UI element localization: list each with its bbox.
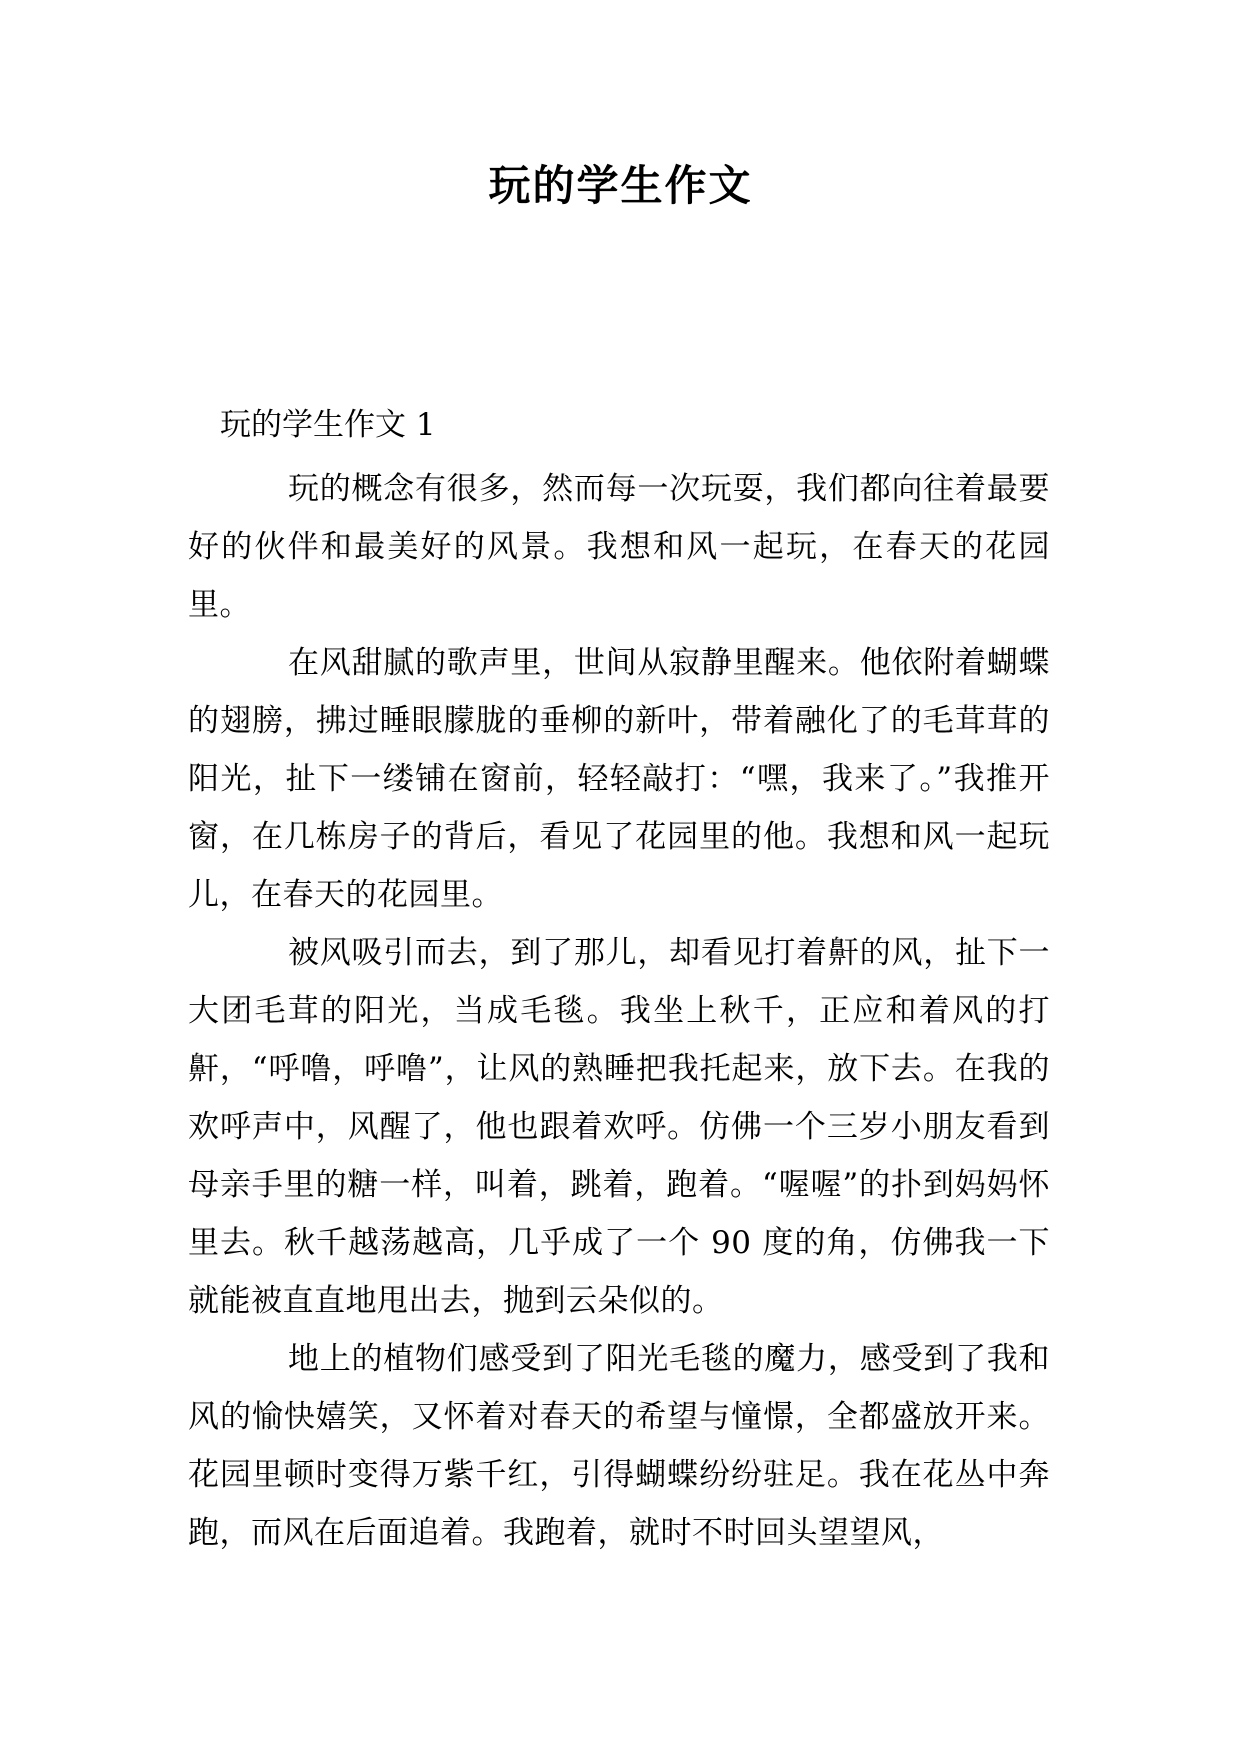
document-title: 玩的学生作文 [488, 161, 753, 210]
paragraph-4: 地上的植物们感受到了阳光毛毯的魔力，感受到了我和风的愉快嬉笑，又怀着对春天的希望与憧憬，全都盛放开来。花园里顿时变得万紫千红，引得蝴蝶纷纷驻足。我在花丛中奔跑，而风在后面追着。我跑着，就时不时回头望望风， [188, 1341, 1050, 1551]
essay-body [188, 460, 1050, 1562]
paragraph-1: 玩的概念有很多，然而每一次玩耍，我们都向往着最要好的伙伴和最美好的风景。我想和风一起玩，在春天的花园里。 [188, 471, 1050, 623]
paragraph-2: 在风甜腻的歌声里，世间从寂静里醒来。他依附着蝴蝶的翅膀，拂过睡眼朦胧的垂柳的新叶，带着融化了的毛茸茸的阳光，扯下一缕铺在窗前，轻轻敲打：“嘿，我来了。”我推开窗，在几栋房子的背后，看见了花园里的他。我想和风一起玩儿，在春天的花园里。 [188, 645, 1050, 913]
section-heading: 玩的学生作文 1 [220, 407, 436, 443]
paragraph-3: 被风吸引而去，到了那儿，却看见打着鼾的风，扯下一大团毛茸的阳光，当成毛毯。我坐上秋千，正应和着风的打鼾，“呼噜，呼噜”，让风的熟睡把我托起来，放下去。在我的欢呼声中，风醒了，他也跟着欢呼。仿佛一个三岁小朋友看到母亲手里的糖一样，叫着，跳着，跑着。“喔喔”的扑到妈妈怀里去。秋千越荡越高，几乎成了一个 90 度的角，仿佛我一下就能被直直地甩出去，抛到云朵似的。 [188, 935, 1050, 1319]
